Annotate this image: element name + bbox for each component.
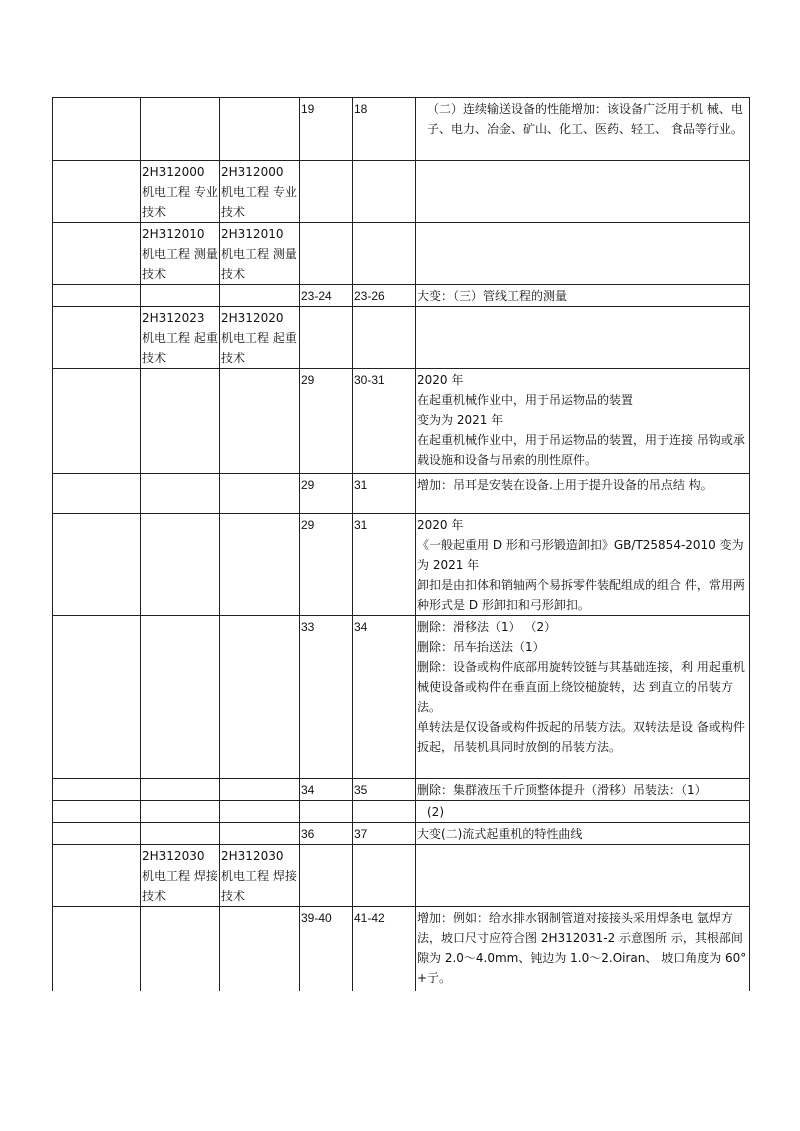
cell-section bbox=[141, 369, 220, 474]
cell-section bbox=[141, 474, 220, 514]
cell-col1 bbox=[53, 223, 141, 285]
cell-old-page bbox=[300, 223, 353, 285]
content-line: 删除：吊车抬送法（1） bbox=[417, 640, 545, 654]
cell-section-new bbox=[220, 907, 300, 991]
table-row bbox=[53, 801, 750, 823]
content-line: 2020 年 bbox=[417, 518, 464, 532]
cell-col1 bbox=[53, 779, 141, 801]
table-row bbox=[53, 98, 750, 161]
cell-content bbox=[416, 307, 750, 369]
cell-new-page: 37 bbox=[353, 823, 416, 845]
cell-section bbox=[141, 801, 220, 823]
cell-new-page bbox=[353, 845, 416, 907]
cell-content bbox=[416, 474, 750, 514]
table-row bbox=[53, 285, 750, 307]
cell-section-new bbox=[220, 98, 300, 161]
cell-new-page: 34 bbox=[353, 616, 416, 779]
content-line: 增加：例如：给水排水钢制管道对接接头采用焊条电 氩焊方法，坡口尺寸应符合图 2H312031-2 示意图所 示，其根部间隙为 2.0～4.0mm、钝边为 1.0～2.Oiran、 坡口角度为 60°+亍。 bbox=[417, 911, 747, 985]
cell-old-page: 39-40 bbox=[300, 907, 353, 991]
cell-content bbox=[416, 161, 750, 223]
table-row bbox=[53, 223, 750, 285]
cell-col1 bbox=[53, 98, 141, 161]
cell-content bbox=[416, 285, 750, 307]
cell-section: 2H312000 机电工程 专业技术 bbox=[141, 161, 220, 223]
table-row bbox=[53, 474, 750, 514]
cell-col1 bbox=[53, 845, 141, 907]
cell-content bbox=[416, 616, 750, 779]
content-line: 大变(二)流式起重机的特性曲线 bbox=[417, 827, 583, 841]
cell-col1 bbox=[53, 823, 141, 845]
cell-section: 2H312030 机电工程 焊接技术 bbox=[141, 845, 220, 907]
cell-new-page: 35 bbox=[353, 779, 416, 801]
cell-new-page: 23-26 bbox=[353, 285, 416, 307]
content-line: 大变：（三）管线工程的测量 bbox=[417, 289, 568, 303]
cell-new-page: 41-42 bbox=[353, 907, 416, 991]
cell-new-page bbox=[353, 801, 416, 823]
content-line: 单转法是仅设备或构件扳起的吊装方法。双转法是设 备或构件扳起，吊装机具同时放倒的吊装方法。 bbox=[417, 720, 745, 754]
cell-content bbox=[416, 223, 750, 285]
cell-col1 bbox=[53, 907, 141, 991]
cell-new-page: 31 bbox=[353, 514, 416, 616]
table-row bbox=[53, 779, 750, 801]
content-line: 删除：集群液压千斤顶整体提升（滑移）吊装法：（1） bbox=[417, 783, 707, 797]
cell-old-page: 29 bbox=[300, 369, 353, 474]
cell-old-page: 36 bbox=[300, 823, 353, 845]
cell-col1 bbox=[53, 514, 141, 616]
cell-new-page: 31 bbox=[353, 474, 416, 514]
cell-section bbox=[141, 907, 220, 991]
cell-section-new: 2H312010 机电工程 测量技术 bbox=[220, 223, 300, 285]
content-line: 增加：吊耳是安装在设备.上用于提升设备的吊点结 构。 bbox=[417, 478, 713, 492]
cell-content bbox=[416, 823, 750, 845]
cell-section-new bbox=[220, 514, 300, 616]
table-row bbox=[53, 307, 750, 369]
cell-section-new: 2H312030 机电工程 焊接技术 bbox=[220, 845, 300, 907]
cell-content bbox=[416, 801, 750, 823]
table-row bbox=[53, 369, 750, 474]
content-line: 卸扣是由扣体和销轴两个易拆零件装配组成的组合 件，常用两种形式是 D 形卸扣和弓形卸扣。 bbox=[417, 578, 745, 612]
cell-col1 bbox=[53, 161, 141, 223]
cell-section bbox=[141, 514, 220, 616]
content-line: 在起重机械作业中，用于吊运物品的装置 bbox=[417, 393, 634, 407]
cell-new-page: 30-31 bbox=[353, 369, 416, 474]
cell-old-page bbox=[300, 845, 353, 907]
content-line: 2020 年 bbox=[417, 373, 464, 387]
cell-section bbox=[141, 98, 220, 161]
cell-old-page bbox=[300, 161, 353, 223]
content-line: （二）连续输送设备的性能增加：该设备广泛用于机 械、电子、电力、冶金、矿山、化工、医药、轻工、 食品等行业。 bbox=[427, 102, 743, 136]
cell-old-page: 33 bbox=[300, 616, 353, 779]
cell-section bbox=[141, 285, 220, 307]
cell-col1 bbox=[53, 616, 141, 779]
cell-section-new: 2H312000 机电工程 专业技术 bbox=[220, 161, 300, 223]
table-row bbox=[53, 161, 750, 223]
cell-section-new bbox=[220, 801, 300, 823]
table-row bbox=[53, 616, 750, 779]
table-row bbox=[53, 907, 750, 991]
cell-col1 bbox=[53, 307, 141, 369]
change-table bbox=[52, 97, 750, 991]
cell-col1 bbox=[53, 285, 141, 307]
table-row bbox=[53, 845, 750, 907]
content-line: 变为为 2021 年 bbox=[417, 413, 504, 427]
cell-new-page bbox=[353, 161, 416, 223]
cell-content bbox=[416, 845, 750, 907]
cell-col1 bbox=[53, 474, 141, 514]
cell-content bbox=[416, 779, 750, 801]
cell-section-new bbox=[220, 285, 300, 307]
cell-content bbox=[416, 369, 750, 474]
content-line: (2) bbox=[427, 805, 444, 819]
content-line: 删除：设备或构件底部用旋转饺链与其基础连接，利 用起重机械使设备或构件在垂直面上绕饺槌旋转，达 到直立的吊装方法。 bbox=[417, 660, 745, 714]
cell-old-page: 23-24 bbox=[300, 285, 353, 307]
cell-col1 bbox=[53, 801, 141, 823]
content-line: 在起重机械作业中，用于吊运物品的装置，用于连接 吊钩或承载设施和设备与吊索的刖性原件。 bbox=[417, 433, 745, 467]
cell-old-page: 29 bbox=[300, 474, 353, 514]
cell-old-page bbox=[300, 307, 353, 369]
cell-content bbox=[416, 98, 750, 161]
cell-col1 bbox=[53, 369, 141, 474]
table-row bbox=[53, 514, 750, 616]
cell-section-new bbox=[220, 779, 300, 801]
cell-old-page: 29 bbox=[300, 514, 353, 616]
cell-new-page bbox=[353, 223, 416, 285]
cell-old-page: 34 bbox=[300, 779, 353, 801]
cell-section bbox=[141, 779, 220, 801]
content-line: 《一般起重用 D 形和弓形锻造卸扣》GB/T25854-2010 变为为 2021 年 bbox=[417, 538, 744, 572]
cell-section: 2H312010 机电工程 测量技术 bbox=[141, 223, 220, 285]
cell-section-new bbox=[220, 474, 300, 514]
cell-new-page bbox=[353, 307, 416, 369]
cell-section-new: 2H312020 机电工程 起重技术 bbox=[220, 307, 300, 369]
cell-section-new bbox=[220, 616, 300, 779]
cell-section: 2H312023 机电工程 起重技术 bbox=[141, 307, 220, 369]
table-row bbox=[53, 823, 750, 845]
cell-old-page: 19 bbox=[300, 98, 353, 161]
content-line: 删除：滑移法（1） （2） bbox=[417, 620, 557, 634]
cell-new-page: 18 bbox=[353, 98, 416, 161]
cell-section bbox=[141, 823, 220, 845]
cell-section-new bbox=[220, 823, 300, 845]
cell-section bbox=[141, 616, 220, 779]
cell-section-new bbox=[220, 369, 300, 474]
cell-content bbox=[416, 907, 750, 991]
cell-old-page bbox=[300, 801, 353, 823]
cell-content bbox=[416, 514, 750, 616]
